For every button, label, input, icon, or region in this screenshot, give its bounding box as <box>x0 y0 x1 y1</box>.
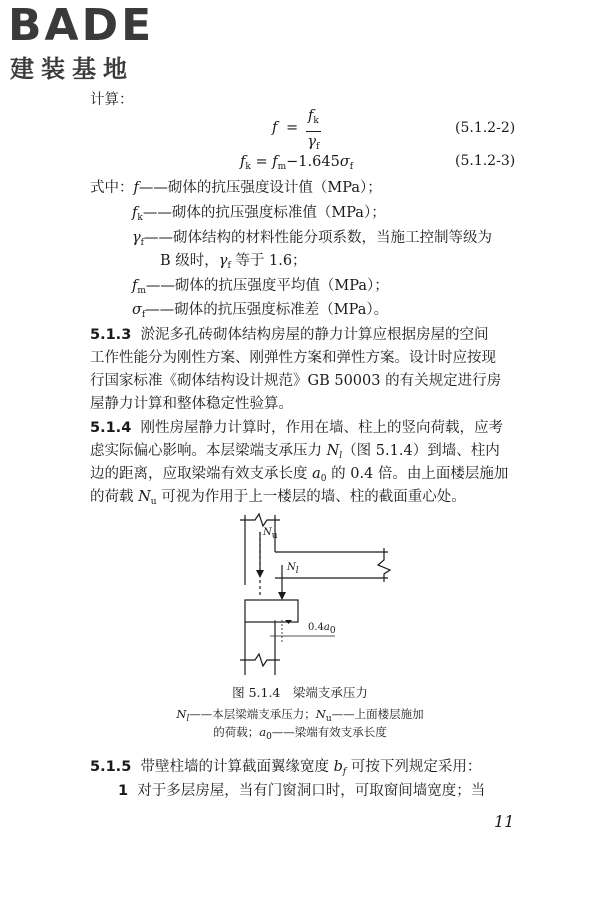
logo-word: BADE <box>8 0 155 51</box>
label-sub: u <box>271 531 278 541</box>
eq1-den: γ <box>307 134 317 150</box>
eq1-num-sub: k <box>313 116 319 126</box>
eq2-sigma-sub: f <box>349 162 354 172</box>
symbol-sub: u <box>325 714 332 724</box>
def-sigma <box>132 300 388 325</box>
symbol-sub: 0 <box>266 732 272 742</box>
def-fm <box>132 276 389 301</box>
s513-line-3: 行国家标准《砌体结构设计规范》GB 50003 的有关规定进行房 <box>90 373 502 389</box>
symbol: a <box>259 725 267 739</box>
symbol: N <box>315 707 326 721</box>
label-04a0 <box>308 622 336 636</box>
def-sym: γ <box>132 230 141 246</box>
eq1-num: f <box>308 108 314 124</box>
paragraph-text: （图 5.1.4）到墙、柱内 <box>342 443 500 459</box>
label-sub: 0 <box>329 626 336 636</box>
eq1-den-sub: f <box>316 142 320 152</box>
label-text: N <box>287 562 296 573</box>
s514-line-3 <box>90 464 508 489</box>
eq2-lhs: f <box>240 154 246 170</box>
s514-line-4 <box>90 487 466 512</box>
break-mark-top <box>240 514 280 526</box>
symbol: a <box>312 466 321 482</box>
label-nu <box>263 527 278 541</box>
paragraph-text: 可视为作用于上一楼层的墙、柱的截面重心处。 <box>156 489 466 505</box>
symbol: N <box>176 707 187 721</box>
def-text: ——砌体的抗压强度标准差（MPa）。 <box>145 302 389 318</box>
eq2-number: (5.1.2-3) <box>455 153 516 169</box>
symbol-sub: l <box>186 714 190 724</box>
section-number: 5.1.4 <box>90 420 132 436</box>
def-gamma-cont <box>160 251 307 276</box>
def-f <box>90 178 382 198</box>
def-sym-sub: k <box>137 213 143 223</box>
nl-arrow-head <box>278 592 286 600</box>
label-text: N <box>263 527 272 538</box>
eq1-fraction <box>306 106 321 157</box>
paragraph-text: 刚性房屋静力计算时，作用在墙、柱上的竖向荷载，应考 <box>140 420 504 436</box>
def-sym-sub: f <box>141 310 146 320</box>
def-text: ——砌体结构的材料性能分项系数，当施工控制等级为 <box>144 230 493 246</box>
intro-text: 计算： <box>90 92 134 108</box>
paragraph-text: 淤泥多孔砖砌体结构房屋的静力计算应根据房屋的空间 <box>140 327 489 343</box>
label-nl <box>287 562 299 576</box>
paragraph-text: 带壁柱墙的计算截面翼缘宽度 <box>140 759 334 775</box>
def-text: ——砌体的抗压强度设计值（MPa）； <box>138 180 382 196</box>
def-sym: f <box>132 278 138 294</box>
bade-logo <box>8 2 178 92</box>
section-number: 5.1.5 <box>90 759 132 775</box>
label-text: a <box>323 622 330 633</box>
def-sym-sub: m <box>137 286 146 296</box>
nu-arrow-head <box>256 570 264 578</box>
def-sym-sub: f <box>140 238 145 248</box>
def-text: ——砌体的抗压强度平均值（MPa）； <box>145 278 389 294</box>
bearing-pad <box>245 600 298 622</box>
equation-5-1-2-3 <box>240 152 353 177</box>
eq2-minus: −1.645 <box>286 154 340 170</box>
symbol-sub: 0 <box>320 474 327 484</box>
def-sym: σ <box>132 302 142 318</box>
def-gamma-sub: f <box>227 261 231 271</box>
symbol: N <box>326 443 340 459</box>
eq2-sigma: σ <box>339 154 350 170</box>
figure-note-2 <box>0 723 600 746</box>
def-gamma-tail: 等于 1.6； <box>230 253 307 269</box>
s513-line-4: 屋静力计算和整体稳定性验算。 <box>90 396 293 412</box>
item-number: 1 <box>118 783 129 799</box>
symbol: b <box>333 759 343 775</box>
paragraph-text: 边的距离，应取梁端有效支承长度 <box>90 466 313 482</box>
symbol-sub: u <box>150 497 157 507</box>
def-text: B 级时， <box>160 253 219 269</box>
paragraph-text: 对于多层房屋，当有门窗洞口时，可取窗间墙宽度；当 <box>137 783 486 799</box>
eq2-equals: = <box>255 154 268 170</box>
def-text: ——砌体的抗压强度标准值（MPa）； <box>142 205 386 221</box>
paragraph-text: 的 0.4 倍。由上面楼层施加 <box>326 466 509 482</box>
eq1-lhs: f <box>272 120 278 136</box>
def-fk <box>132 203 386 228</box>
label-sub: l <box>295 566 299 576</box>
symbol: N <box>138 489 151 505</box>
note-text: ——本层梁端支承压力； <box>189 707 316 721</box>
eq1-equals: = <box>286 120 299 136</box>
s514-line-1 <box>90 418 503 438</box>
break-mark-bottom <box>240 654 280 666</box>
s515-item-1 <box>118 781 485 801</box>
def-sym: f <box>132 205 138 221</box>
paragraph-text: 的荷载 <box>90 489 139 505</box>
page-number: 11 <box>494 812 515 831</box>
note-text: ——上面楼层施加 <box>331 707 424 721</box>
paragraph-text: 可按下列规定采用： <box>346 759 482 775</box>
s515-line-1 <box>90 757 481 782</box>
eq2-a: f <box>272 154 278 170</box>
break-mark-beam <box>378 548 390 582</box>
eq2-lhs-sub: k <box>245 162 251 172</box>
s513-line-2: 工作性能分为刚性方案、刚弹性方案和弹性方案。设计时应按现 <box>90 350 496 366</box>
figure-caption: 图 5.1.4 梁端支承压力 <box>232 685 368 700</box>
beam-support-diagram <box>210 510 400 675</box>
s514-line-2 <box>90 441 500 466</box>
paragraph-text: 虑实际偏心影响。本层梁端支承压力 <box>90 443 327 459</box>
symbol-sub: l <box>339 451 343 461</box>
note-text: 的荷载； <box>213 725 260 739</box>
def-prefix: 式中： <box>90 180 134 196</box>
def-sym: f <box>133 180 139 196</box>
label-text: 0.4 <box>308 622 324 633</box>
section-number: 5.1.3 <box>90 327 132 343</box>
symbol-sub: f <box>342 767 347 777</box>
note-text: ——梁端有效支承长度 <box>271 725 387 739</box>
eq1-number: (5.1.2-2) <box>455 120 516 136</box>
def-gamma-sym: γ <box>218 253 228 269</box>
eq2-a-sub: m <box>277 162 287 172</box>
s513-line-1 <box>90 325 489 345</box>
logo-subtitle: 建装基地 <box>10 55 134 83</box>
def-gamma <box>132 228 492 253</box>
